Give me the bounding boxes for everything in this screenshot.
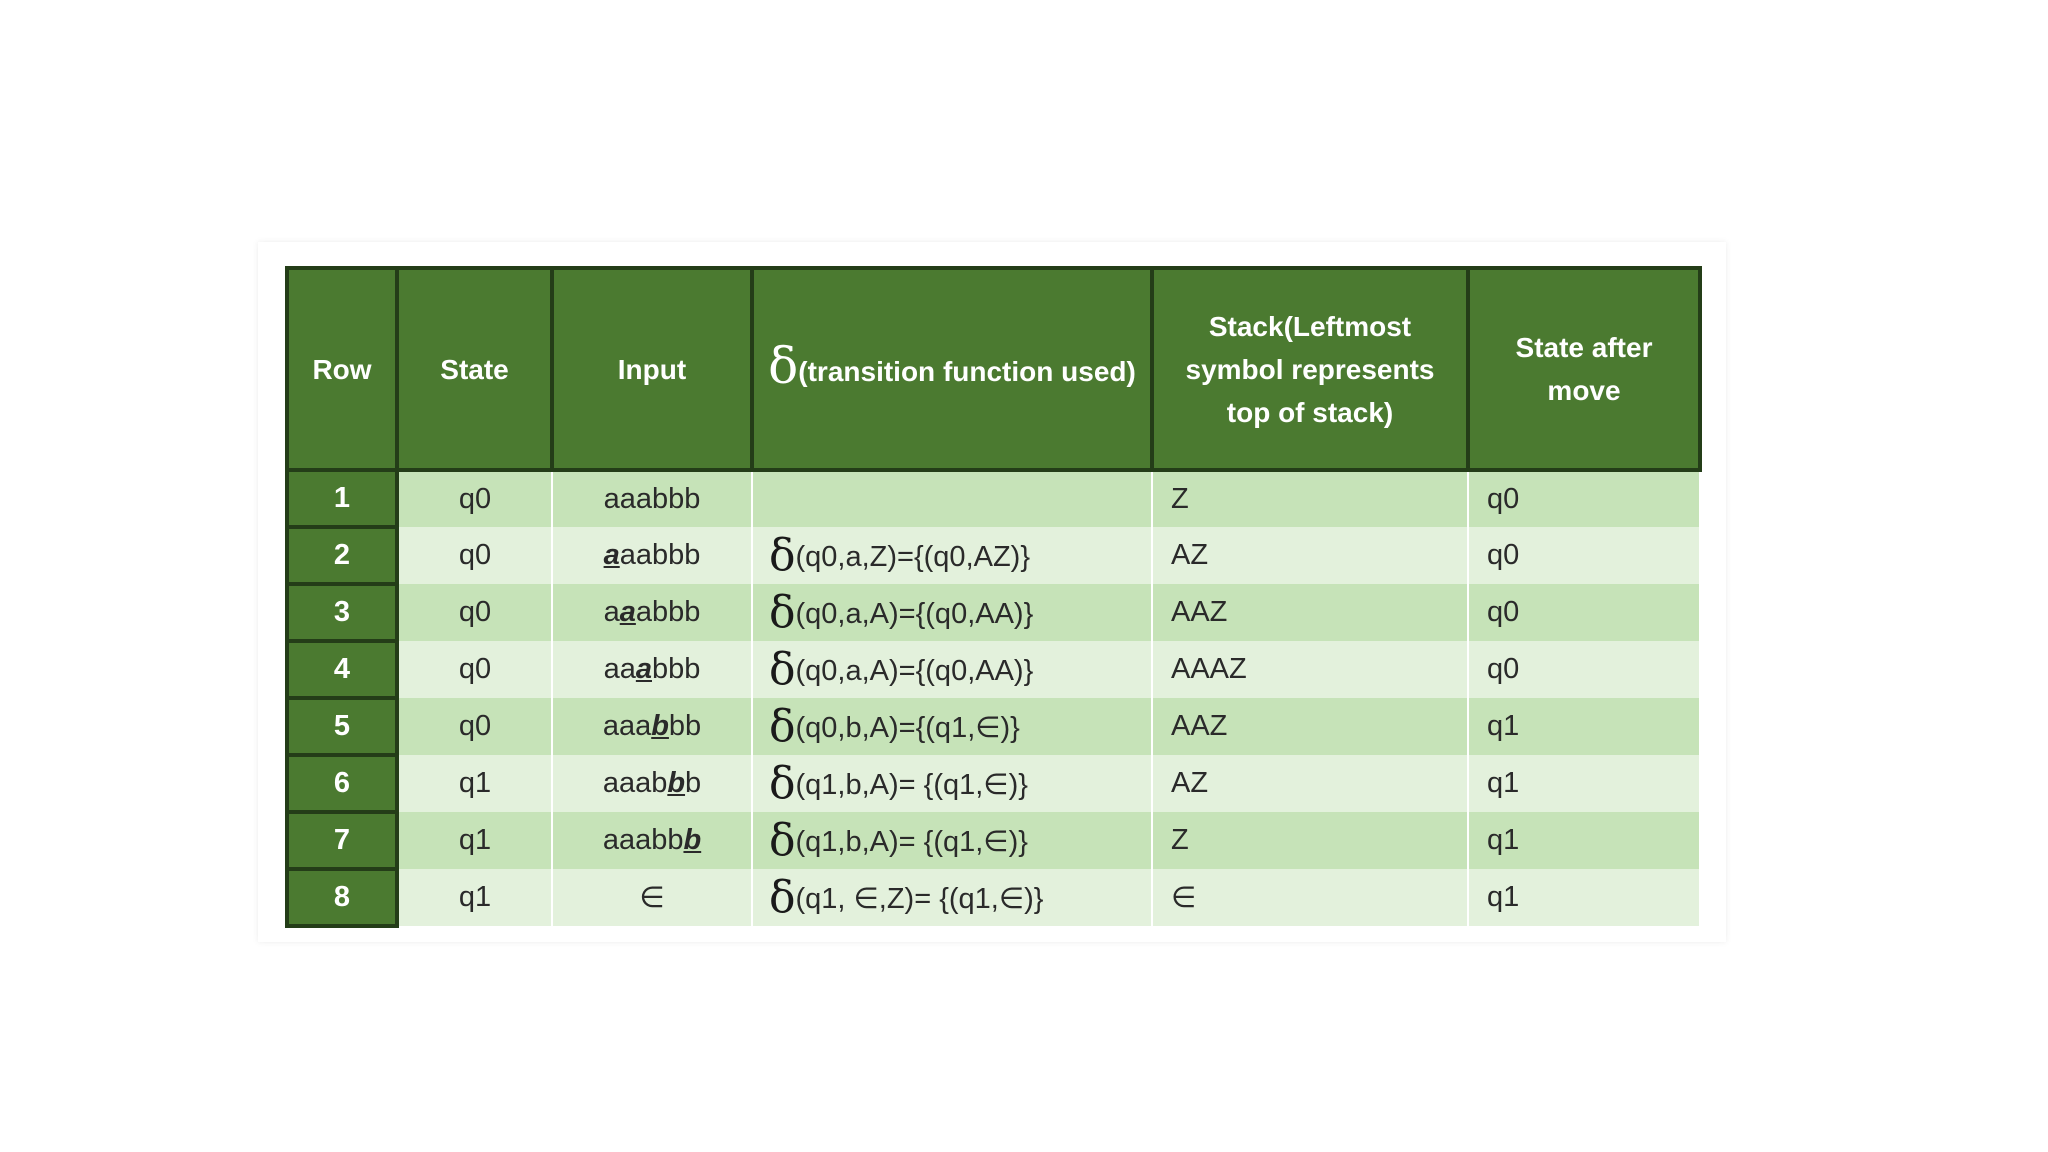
input-current-symbol: a bbox=[619, 596, 636, 628]
state-after-cell: q1 bbox=[1468, 812, 1700, 869]
table-row bbox=[287, 527, 1700, 584]
transition-cell bbox=[752, 470, 1152, 527]
table-row bbox=[287, 584, 1700, 641]
delta-symbol: δ bbox=[769, 757, 796, 809]
stack-cell: AZ bbox=[1152, 755, 1468, 812]
table-row bbox=[287, 812, 1700, 869]
state-after-cell: q0 bbox=[1468, 641, 1700, 698]
state-cell: q0 bbox=[397, 698, 552, 755]
stack-cell: AAZ bbox=[1152, 584, 1468, 641]
table-row bbox=[287, 698, 1700, 755]
row-number: 1 bbox=[287, 470, 397, 527]
state-after-cell: q0 bbox=[1468, 584, 1700, 641]
input-current-symbol: b bbox=[667, 767, 686, 799]
input-pre: aa bbox=[603, 653, 636, 685]
table-header-row bbox=[287, 268, 1700, 470]
state-cell: q0 bbox=[397, 641, 552, 698]
stack-cell: AAZ bbox=[1152, 698, 1468, 755]
state-after-cell: q0 bbox=[1468, 527, 1700, 584]
delta-symbol: δ bbox=[769, 643, 796, 695]
input-post: abbb bbox=[635, 596, 701, 628]
transition-text: (q1,b,A)= {(q1,∈)} bbox=[795, 825, 1028, 858]
input-post: bbb bbox=[652, 653, 701, 685]
delta-symbol: δ bbox=[769, 586, 796, 638]
input-cell bbox=[552, 869, 752, 926]
input-cell bbox=[552, 698, 752, 755]
header-transition-text: (transition function used) bbox=[798, 356, 1136, 387]
input-current-symbol: b bbox=[683, 824, 702, 856]
delta-symbol: δ bbox=[769, 700, 796, 752]
stack-cell: ∈ bbox=[1152, 869, 1468, 926]
row-number: 2 bbox=[287, 527, 397, 584]
input-cell bbox=[552, 812, 752, 869]
stack-cell: Z bbox=[1152, 470, 1468, 527]
input-cell bbox=[552, 470, 752, 527]
state-after-cell: q1 bbox=[1468, 755, 1700, 812]
state-cell: q0 bbox=[397, 527, 552, 584]
transition-text: (q1,b,A)= {(q1,∈)} bbox=[795, 768, 1028, 801]
row-number: 7 bbox=[287, 812, 397, 869]
input-cell bbox=[552, 527, 752, 584]
delta-symbol: δ bbox=[769, 529, 796, 581]
input-pre: aaabbb bbox=[603, 483, 701, 515]
row-number: 4 bbox=[287, 641, 397, 698]
transition-text: (q0,a,A)={(q0,AA)} bbox=[795, 654, 1034, 687]
input-current-symbol: a bbox=[635, 653, 652, 685]
table-row bbox=[287, 641, 1700, 698]
input-cell bbox=[552, 641, 752, 698]
transition-text: (q0,b,A)={(q1,∈)} bbox=[795, 711, 1020, 744]
state-cell: q1 bbox=[397, 812, 552, 869]
transition-cell bbox=[752, 869, 1152, 926]
transition-cell bbox=[752, 812, 1152, 869]
transition-text: (q0,a,A)={(q0,AA)} bbox=[795, 597, 1034, 630]
pda-transition-table bbox=[285, 266, 1702, 928]
state-cell: q0 bbox=[397, 584, 552, 641]
input-post: bb bbox=[668, 710, 702, 742]
input-current-symbol: a bbox=[603, 539, 620, 571]
row-number: 8 bbox=[287, 869, 397, 926]
stack-cell: Z bbox=[1152, 812, 1468, 869]
state-cell: q1 bbox=[397, 755, 552, 812]
header-row: Row bbox=[287, 268, 397, 470]
input-pre: a bbox=[603, 596, 620, 628]
input-post: b bbox=[685, 767, 702, 799]
state-after-cell: q1 bbox=[1468, 698, 1700, 755]
transition-cell bbox=[752, 527, 1152, 584]
stack-cell: AAAZ bbox=[1152, 641, 1468, 698]
header-state: State bbox=[397, 268, 552, 470]
header-stack: Stack(Leftmost symbol represents top of stack) bbox=[1152, 268, 1468, 470]
table-row bbox=[287, 470, 1700, 527]
table-row bbox=[287, 869, 1700, 926]
input-post: aabbb bbox=[619, 539, 701, 571]
header-input: Input bbox=[552, 268, 752, 470]
header-transition-function bbox=[752, 268, 1152, 470]
state-after-cell: q0 bbox=[1468, 470, 1700, 527]
input-pre: aaa bbox=[602, 710, 652, 742]
input-pre: ∈ bbox=[639, 882, 665, 914]
transition-cell bbox=[752, 698, 1152, 755]
state-cell: q1 bbox=[397, 869, 552, 926]
state-cell: q0 bbox=[397, 470, 552, 527]
input-pre: aaab bbox=[602, 767, 668, 799]
delta-symbol: δ bbox=[769, 871, 796, 923]
table-row bbox=[287, 755, 1700, 812]
input-current-symbol: b bbox=[651, 710, 669, 742]
header-state-after: State after move bbox=[1468, 268, 1700, 470]
state-after-cell: q1 bbox=[1468, 869, 1700, 926]
input-cell bbox=[552, 755, 752, 812]
transition-cell bbox=[752, 755, 1152, 812]
transition-text: (q1, ∈,Z)= {(q1,∈)} bbox=[795, 882, 1044, 915]
stack-cell: AZ bbox=[1152, 527, 1468, 584]
row-number: 6 bbox=[287, 755, 397, 812]
row-number: 3 bbox=[287, 584, 397, 641]
transition-cell bbox=[752, 584, 1152, 641]
transition-text: (q0,a,Z)={(q0,AZ)} bbox=[795, 540, 1031, 573]
row-number: 5 bbox=[287, 698, 397, 755]
input-cell bbox=[552, 584, 752, 641]
transition-cell bbox=[752, 641, 1152, 698]
input-pre: aaabb bbox=[602, 824, 684, 856]
delta-symbol: δ bbox=[769, 814, 796, 866]
delta-symbol: δ bbox=[768, 337, 799, 395]
